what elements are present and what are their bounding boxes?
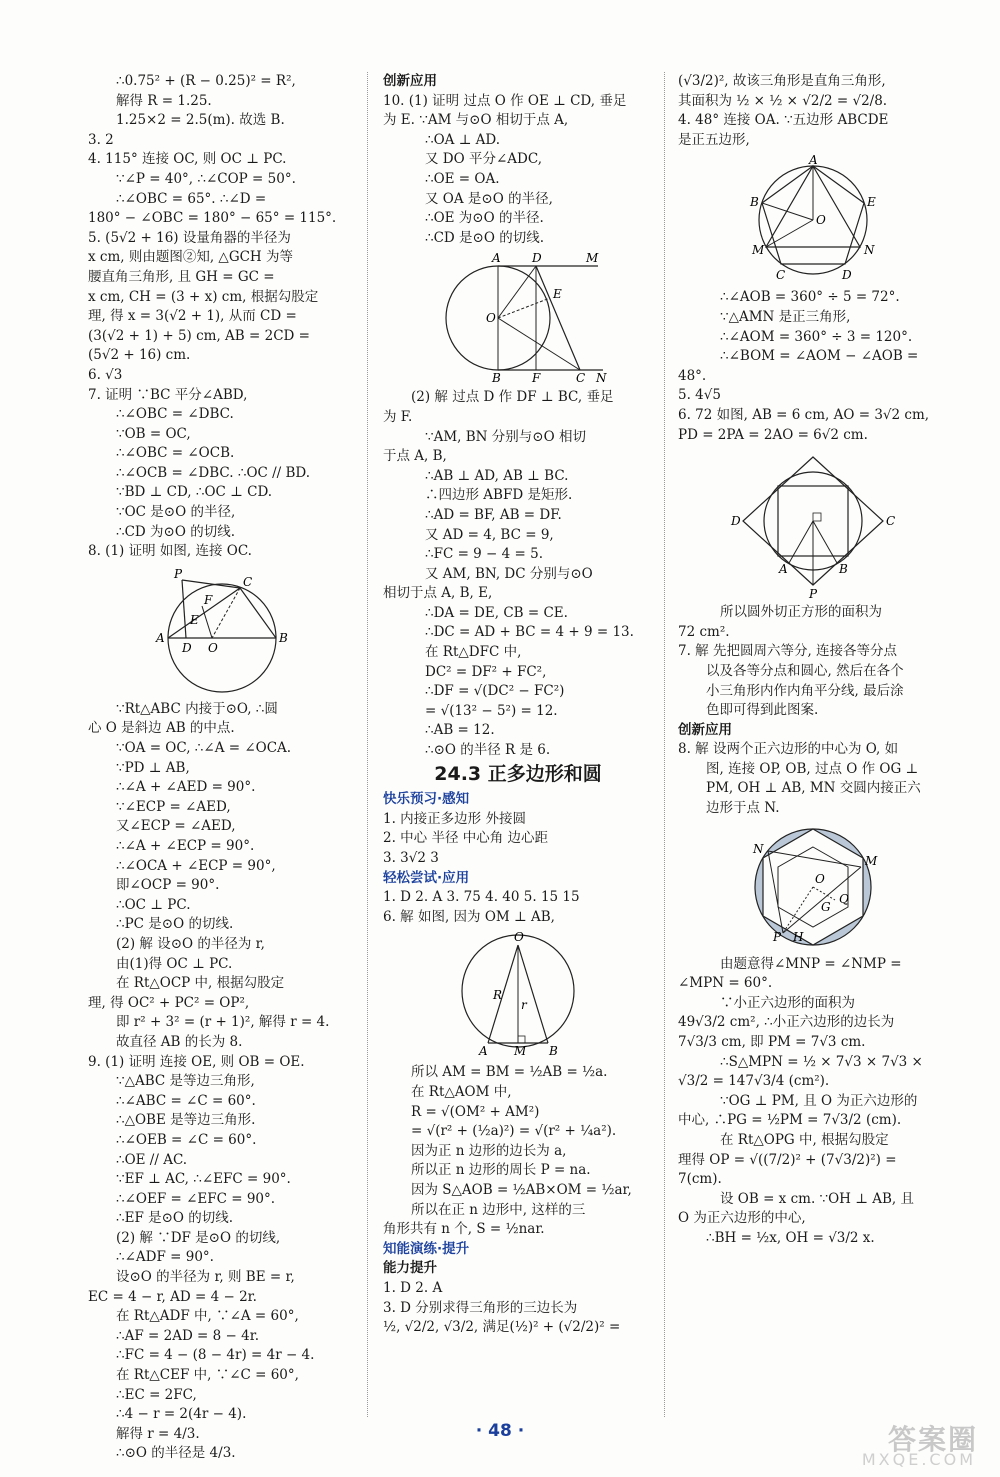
figure-label: D xyxy=(182,640,192,655)
text-line: (√3/2)², 故该三角形是直角三角形, xyxy=(678,73,886,89)
text-line: ∴OC ⊥ PC. xyxy=(116,896,191,913)
text-line: ∴∠BOM = ∠AOM − ∠AOB = xyxy=(720,348,919,365)
text-line: 是正五边形, xyxy=(678,131,750,148)
text-line: 48°. xyxy=(678,367,707,384)
text-line: ∴PC 是⊙O 的切线. xyxy=(116,916,234,933)
text-line: 7√3/3 cm, 即 PM = 7√3 cm. xyxy=(678,1034,866,1051)
answer-item: 10. (1) 证明 过点 O 作 OE ⊥ CD, 垂足 xyxy=(383,92,627,109)
text-line: 又∠ECP = ∠AED, xyxy=(116,818,236,835)
text-line: 角形共有 n 个, S = ½nar. xyxy=(383,1221,545,1238)
text-line: ∴∠OCB = ∠DBC. ∴OC // BD. xyxy=(116,464,311,481)
figure-label: P xyxy=(773,929,782,944)
text-line: 理, 得 x = 3(√2 + 1), 从而 CD = xyxy=(88,308,297,325)
text-line: ∴CD 为⊙O 的切线. xyxy=(116,523,235,540)
figure-label: O xyxy=(486,311,496,326)
text-line: 设 OB = x cm. ∵OH ⊥ AB, 且 xyxy=(720,1190,914,1207)
pentagon-figure xyxy=(738,154,888,284)
text-line: 心 O 是斜边 AB 的中点. xyxy=(88,720,235,737)
hexagon-figure xyxy=(743,823,883,951)
text-line: 又 DO 平分∠ADC, xyxy=(425,151,542,168)
text-line: 解得 R = 1.25. xyxy=(116,92,212,109)
text-line: 边形于点 N. xyxy=(706,800,780,817)
text-line: 于点 A, B, xyxy=(383,448,447,465)
figure-label: B xyxy=(750,195,759,210)
text-line: 因为正 n 边形的边长为 a, xyxy=(411,1142,567,1159)
text-line: ∵OC 是⊙O 的半径, xyxy=(116,504,236,521)
section-label: 创新应用 xyxy=(678,721,732,738)
figure-label: G xyxy=(821,899,831,914)
figure-label: C xyxy=(576,371,586,386)
text-line: ∴∠AOB = 360° ÷ 5 = 72°. xyxy=(720,289,900,306)
text-line: ∵PD ⊥ AB, xyxy=(116,759,190,776)
text-line: 在 Rt△ADF 中, ∵∠A = 60°, xyxy=(116,1308,299,1325)
text-line: 由(1)得 OC ⊥ PC. xyxy=(116,955,233,972)
text-line: √3/2 = 147√3/4 (cm²). xyxy=(678,1073,830,1090)
text-line: ∴∠OEF = ∠EFC = 90°. xyxy=(116,1190,276,1207)
text-line: ∴⊙O 的半径是 4/3. xyxy=(116,1445,236,1462)
text-line: ∴CD 是⊙O 的切线. xyxy=(425,229,544,246)
text-line: ∵AM, BN 分别与⊙O 相切 xyxy=(425,428,586,445)
text-line: 180° − ∠OBC = 180° − 65° = 115°. xyxy=(88,210,337,227)
figure-label: Q xyxy=(839,891,849,906)
text-line: 在 Rt△AOM 中, xyxy=(411,1083,512,1100)
section-label: 能力提升 xyxy=(383,1260,437,1277)
text-line: ∴∠AOM = 360° ÷ 3 = 120°. xyxy=(720,328,913,345)
figure-label: D xyxy=(532,251,542,266)
text-line: ∴∠OEB = ∠C = 60°. xyxy=(116,1131,257,1148)
text-line: 所以在正 n 边形中, 这样的三 xyxy=(411,1201,586,1218)
text-line: ∴∠OBC = 65°. ∴∠D = xyxy=(116,190,267,207)
text-line: ∴EC = 2FC, xyxy=(116,1386,197,1403)
section-label: 创新应用 xyxy=(383,73,437,89)
text-line: 小三角形内作内角平分线, 最后涂 xyxy=(706,682,904,699)
text-line: = √(13² − 5²) = 12. xyxy=(425,702,558,719)
text-line: 由题意得∠MNP = ∠NMP = xyxy=(720,955,902,972)
circle-figure-1 xyxy=(142,566,302,696)
column-2 xyxy=(383,72,653,1338)
column-divider xyxy=(664,72,665,1417)
figure-label: C xyxy=(243,574,253,589)
answer-item: 5. 4√5 xyxy=(678,387,721,404)
figure-label: A xyxy=(809,153,818,168)
text-line: 7(cm). xyxy=(678,1171,722,1188)
text-line: 设⊙O 的半径为 r, 则 BE = r, xyxy=(116,1269,295,1286)
text-line: 即∠OCP = 90°. xyxy=(116,877,220,894)
text-line: ∴FC = 9 − 4 = 5. xyxy=(425,546,544,563)
text-line: 49√3/2 cm², ∴小正六边形的边长为 xyxy=(678,1014,895,1031)
text-line: ∵BD ⊥ CD, ∴OC ⊥ CD. xyxy=(116,484,273,501)
text-line: ∴AD = BF, AB = DF. xyxy=(425,506,562,523)
text-line: ∴EF 是⊙O 的切线. xyxy=(116,1210,234,1227)
text-line: (2) 解 过点 D 作 DF ⊥ BC, 垂足 xyxy=(411,389,614,406)
figure-label: O xyxy=(514,930,524,945)
text-line: ∴AF = 2AD = 8 − 4r. xyxy=(116,1327,259,1344)
text-line: ∴∠OCA + ∠ECP = 90°, xyxy=(116,857,276,874)
figure-label: P xyxy=(809,587,818,602)
text-line: ∵Rt△ABC 内接于⊙O, ∴圆 xyxy=(116,700,278,717)
figure-label: P xyxy=(174,566,183,581)
figure-label: O xyxy=(815,871,825,886)
text-line: ∴∠OBC = ∠OCB. xyxy=(116,445,235,462)
text-line: EC = 4 − r, AD = 4 − 2r. xyxy=(88,1288,257,1305)
answer-item: 1. 内接正多边形 外接圆 xyxy=(383,810,526,827)
text-line: x cm, 则由题图②知, △GCH 为等 xyxy=(88,249,293,266)
text-line: ∴S△MPN = ½ × 7√3 × 7√3 × xyxy=(720,1053,923,1070)
figure-label: M xyxy=(865,853,878,868)
subsection-label: 知能演练·提升 xyxy=(383,1240,470,1257)
figure-label: N xyxy=(864,243,875,258)
figure-label: C xyxy=(776,268,786,283)
text-line: ∴AB = 12. xyxy=(425,722,495,739)
text-line: x cm, CH = (3 + x) cm, 根据勾股定 xyxy=(88,288,319,305)
figure-label: R xyxy=(493,988,503,1003)
figure-label: A xyxy=(479,1044,488,1059)
figure-label: B xyxy=(492,371,501,386)
text-line: ∵△AMN 是正三角形, xyxy=(720,308,851,325)
answer-item: 7. 证明 ∵BC 平分∠ABD, xyxy=(88,386,248,403)
text-line: 在 Rt△CEF 中, ∵∠C = 60°, xyxy=(116,1367,299,1384)
text-line: ∵△ABC 是等边三角形, xyxy=(116,1073,255,1090)
text-line: = √(r² + (½a)²) = √(r² + ¼a²). xyxy=(411,1123,617,1140)
answer-item: 1. D 2. A xyxy=(383,1279,443,1296)
section-title: 24.3 正多边形和圆 xyxy=(434,762,602,785)
figure-label: B xyxy=(549,1044,558,1059)
figure-label: A xyxy=(156,630,165,645)
circle-figure-3 xyxy=(453,931,583,1059)
figure-label: E xyxy=(553,287,562,302)
text-line: (3(√2 + 1) + 5) cm, AB = 2CD = xyxy=(88,327,310,344)
answer-item: 9. (1) 证明 连接 OE, 则 OB = OE. xyxy=(88,1053,305,1070)
text-line: DC² = DF² + FC², xyxy=(425,663,547,680)
subsection-label: 快乐预习·感知 xyxy=(383,791,470,808)
text-line: ∴AB ⊥ AD, AB ⊥ BC. xyxy=(425,467,569,484)
figure-label: O xyxy=(816,213,826,228)
page-number: · 48 · xyxy=(475,1421,525,1441)
text-line: ∴∠OBC = ∠DBC. xyxy=(116,406,234,423)
text-line: 为 E. ∵AM 与⊙O 相切于点 A, xyxy=(383,112,569,129)
text-line: ∴0.75² + (R − 0.25)² = R², xyxy=(116,73,296,89)
text-line: ∴DA = DE, CB = CE. xyxy=(425,604,568,621)
text-line: ∠MPN = 60°. xyxy=(678,975,773,992)
text-line: ∴∠ABC = ∠C = 60°. xyxy=(116,1092,256,1109)
column-3 xyxy=(678,72,948,1249)
watermark-url: MXQE.COM xyxy=(861,1450,976,1469)
column-1 xyxy=(88,72,356,1464)
text-line: 又 AM, BN, DC 分别与⊙O xyxy=(425,565,593,582)
text-line: R = √(OM² + AM²) xyxy=(411,1103,540,1120)
text-line: (2) 解 设⊙O 的半径为 r, xyxy=(116,935,265,952)
text-line: ∴DF = √(DC² − FC²) xyxy=(425,683,565,700)
column-divider xyxy=(367,72,368,1417)
answer-item: 3. 3√2 3 xyxy=(383,850,439,866)
text-line: 其面积为 ½ × ½ × √2/2 = √2/8. xyxy=(678,92,888,109)
figure-label: C xyxy=(886,514,896,529)
text-line: ∴DC = AD + BC = 4 + 9 = 13. xyxy=(425,624,634,641)
text-line: 即 r² + 3² = (r + 1)², 解得 r = 4. xyxy=(116,1014,330,1031)
text-line: ∴OE // AC. xyxy=(116,1151,188,1168)
answer-item: 2. 中心 半径 中心角 边心距 xyxy=(383,830,549,847)
figure-label: N xyxy=(596,371,607,386)
text-line: 相切于点 A, B, E, xyxy=(383,585,493,602)
text-line: ∴⊙O 的半径 R 是 6. xyxy=(425,742,551,759)
text-line: ∴四边形 ABFD 是矩形. xyxy=(425,487,573,504)
text-line: 以及各等分点和圆心, 然后在各个 xyxy=(706,662,904,679)
answer-item: 5. (5√2 + 16) 设量角器的半径为 xyxy=(88,229,291,246)
text-line: 中心, ∴PG = ½PM = 7√3/2 (cm). xyxy=(678,1112,902,1129)
text-line: ∴∠ADF = 90°. xyxy=(116,1249,214,1266)
text-line: 故直径 AB 的长为 8. xyxy=(116,1033,243,1050)
text-line: ∴OE = OA. xyxy=(425,170,500,187)
figure-label: E xyxy=(867,195,876,210)
text-line: ∴△OBE 是等边三角形. xyxy=(116,1112,256,1129)
figure-label: A xyxy=(492,251,501,266)
text-line: ∴OA ⊥ AD. xyxy=(425,131,501,148)
figure-label: M xyxy=(586,251,599,266)
answer-item: 7. 解 先把圆周六等分, 连接各等分点 xyxy=(678,643,898,660)
figure-label: r xyxy=(521,998,527,1013)
figure-label: B xyxy=(279,630,288,645)
square-circle-figure xyxy=(731,449,896,602)
watermark-logo: 答案圈 xyxy=(887,1423,978,1456)
text-line: 所以圆外切正方形的面积为 xyxy=(720,604,882,621)
text-line: (5√2 + 16) cm. xyxy=(88,347,191,364)
text-line: ∵∠ECP = ∠AED, xyxy=(116,798,231,815)
text-line: ∵小正六边形的面积为 xyxy=(720,994,855,1011)
text-line: ∴∠A + ∠ECP = 90°. xyxy=(116,838,255,854)
subsection-label: 轻松尝试·应用 xyxy=(383,869,470,886)
text-line: ∴4 − r = 2(4r − 4). xyxy=(116,1406,247,1423)
figure-label: B xyxy=(839,562,848,577)
figure-label: D xyxy=(842,268,852,283)
text-line: PD = 2PA = 2AO = 6√2 cm. xyxy=(678,426,868,443)
text-line: 因为 S△AOB = ½AB×OM = ½ar, xyxy=(411,1181,632,1198)
answer-item: 4. 48° 连接 OA. ∵五边形 ABCDE xyxy=(678,112,889,129)
figure-label: M xyxy=(514,1044,527,1059)
text-line: ∵EF ⊥ AC, ∴∠EFC = 90°. xyxy=(116,1171,291,1188)
text-line: ∵∠P = 40°, ∴∠COP = 50°. xyxy=(116,170,296,187)
text-line: 图, 连接 OP, OB, 过点 O 作 OG ⊥ xyxy=(706,760,919,777)
figure-label: F xyxy=(204,592,213,607)
answer-item: 8. 解 设两个正六边形的中心为 O, 如 xyxy=(678,741,899,758)
text-line: 72 cm². xyxy=(678,623,730,640)
figure-label: E xyxy=(190,612,199,627)
text-line: ∵OG ⊥ PM, 且 O 为正六边形的 xyxy=(720,1092,918,1109)
text-line: 又 OA 是⊙O 的半径, xyxy=(425,190,553,207)
text-line: ∴OE 为⊙O 的半径. xyxy=(425,210,544,227)
answer-item: 6. 72 如图, AB = 6 cm, AO = 3√2 cm, xyxy=(678,406,930,423)
text-line: 在 Rt△OPG 中, 根据勾股定 xyxy=(720,1132,889,1148)
figure-label: A xyxy=(779,562,788,577)
text-line: PM, OH ⊥ AB, MN 交圆内接正六 xyxy=(706,780,921,797)
text-line: 为 F. xyxy=(383,408,413,425)
figure-label: O xyxy=(208,640,218,655)
text-line: ∵OA = OC, ∴∠A = ∠OCA. xyxy=(116,740,292,757)
text-line: 所以正 n 边形的周长 P = na. xyxy=(411,1162,591,1179)
text-line: 在 Rt△OCP 中, 根据勾股定 xyxy=(116,975,285,992)
text-line: O 为正六边形的中心, xyxy=(678,1210,806,1227)
text-line: 又 AD = 4, BC = 9, xyxy=(425,526,554,543)
text-line: ½, √2/2, √3/2, 满足(½)² + (√2/2)² = xyxy=(383,1319,621,1336)
answer-item: 6. 解 如图, 因为 OM ⊥ AB, xyxy=(383,908,555,925)
answer-item: 8. (1) 证明 如图, 连接 OC. xyxy=(88,543,252,560)
text-line: 色即可得到此图案. xyxy=(706,702,819,719)
text-line: ∴∠A + ∠AED = 90°. xyxy=(116,779,256,796)
figure-label: F xyxy=(532,371,541,386)
text-line: ∵OB = OC, xyxy=(116,425,191,442)
answer-item: 1. D 2. A 3. 75 4. 40 5. 15 15 xyxy=(383,889,580,906)
figure-label: H xyxy=(793,929,804,944)
text-line: 理, 得 OC² + PC² = OP², xyxy=(88,994,250,1011)
text-line: 腰直角三角形, 且 GH = GC = xyxy=(88,268,275,285)
figure-label: D xyxy=(731,514,741,529)
text-line: ∴BH = ½x, OH = √3/2 x. xyxy=(706,1229,875,1246)
text-line: 解得 r = 4/3. xyxy=(116,1425,200,1442)
text-line: 所以 AM = BM = ½AB = ½a. xyxy=(411,1064,608,1081)
text-line: (2) 解 ∵DF 是⊙O 的切线, xyxy=(116,1229,281,1246)
text-line: ∴FC = 4 − (8 − 4r) = 4r − 4. xyxy=(116,1347,315,1364)
figure-label: N xyxy=(753,841,764,856)
answer-item: 6. √3 xyxy=(88,366,123,383)
text-line: 理得 OP = √((7/2)² + (7√3/2)²) = xyxy=(678,1151,897,1168)
figure-label: M xyxy=(752,243,765,258)
answer-item: 3. D 分别求得三角形的三边长为 xyxy=(383,1299,578,1316)
text-line: 1.25×2 = 2.5(m). 故选 B. xyxy=(116,112,285,129)
answer-item: 3. 2 xyxy=(88,131,114,148)
text-line: 在 Rt△DFC 中, xyxy=(425,644,522,661)
answer-item: 4. 115° 连接 OC, 则 OC ⊥ PC. xyxy=(88,151,287,168)
circle-figure-2 xyxy=(428,252,608,384)
